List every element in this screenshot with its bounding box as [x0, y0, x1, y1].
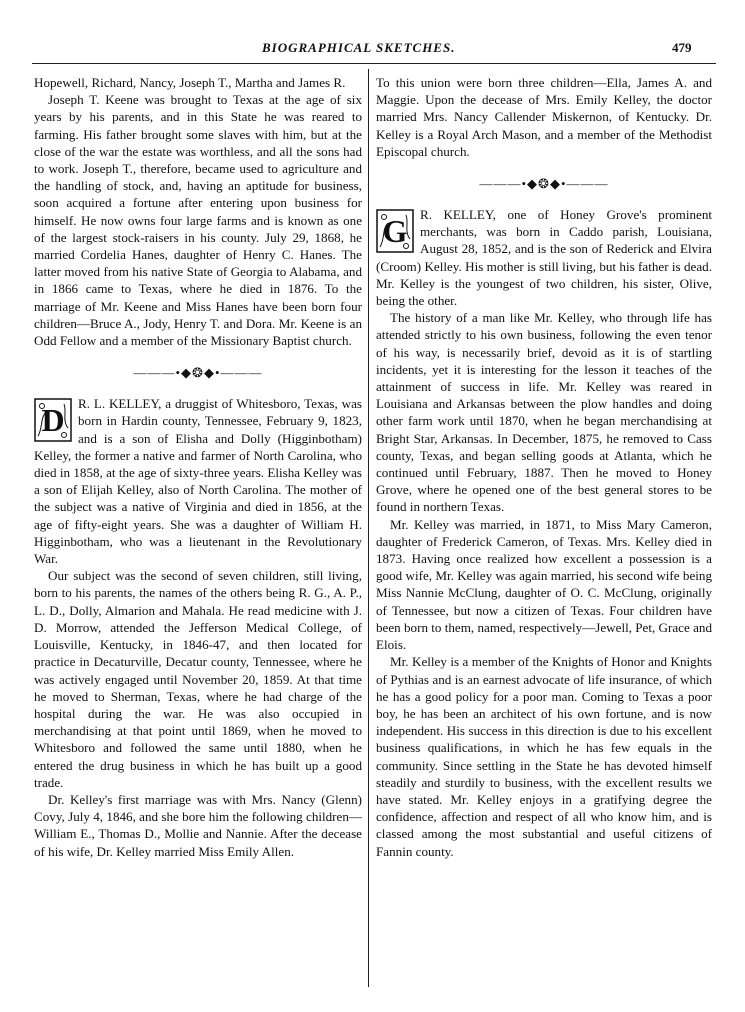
ornamental-initial-g — [376, 209, 414, 253]
section-divider-ornament: ———•◆❂◆•——— — [133, 365, 263, 381]
right-column — [376, 74, 712, 860]
kelley-g-r-paragraph-2: The history of a man like Mr. Kelley, who through life has attended strictly to his own business, following the even tenor of his way, is necessarily brief, devoid as it is of startling incidents, yet it is interesting for the lesson it teaches of the attainment of success in life. Mr. Kelley was reared in Louisiana and Arkansas between the plow handles and doing other farm work until 1870, when he began merchandising at Bright Star, Arkansas. In December, 1875, he removed to Cass county, Texas, and began selling goods at Atlanta, which he continued until February, 1887. Then he moved to Honey Grove, where he opened one of the best general stores to be found in northern Texas. — [376, 310, 712, 515]
kelley-r-l-paragraph-1 — [34, 395, 362, 567]
svg-text:D: D — [41, 402, 65, 439]
header-rule — [32, 63, 716, 64]
keene-biography-paragraph: Joseph T. Keene was brought to Texas at the age of six years by his parents, and in this State he was reared to farming. His father brought some slaves with him, but at the close of the war the estate was worthless, and all the sons had to work. Joseph T., therefore, became used to agriculture and the handling of stock, and, having an aptitude for business, soon acquired a fortune after entering upon business for himself. He now owns four large farms and is known as one of the largest stock-raisers in his county. July 29, 1868, he married Cordelia Hanes, daughter of Henry C. Hanes. The latter moved from his native State of Georgia to Alabama, and in 1866 came to Texas, where he died in 1876. To the marriage of Mr. Keene and Miss Hanes have been born four children—Bruce A., Jody, Henry T. and Dora. Mr. Keene is an Odd Fellow and a member of the Missionary Baptist church. — [34, 92, 362, 349]
kelley-r-l-paragraph-3: Dr. Kelley's first marriage was with Mrs. Nancy (Glenn) Covy, July 4, 1846, and she bore him the following children—William E., Thomas D., Mollie and Nannie. After the decease of his wife, Dr. Kelley married Miss Emily Allen. — [34, 791, 362, 859]
kelley-g-r-paragraph-4: Mr. Kelley is a member of the Knights of Honor and Knights of Pythias and is an earnest advocate of life insurance, of which he has a good policy for a poor man. Coming to Texas a poor boy, he has been an architect of his own fortune, and is now independent. His success in this direction is due to his excellent business qualifications, in which he has few equals in the community. Since settling in the State he has devoted himself steadily and sturdily to business, with the excellent results we have stated. Mr. Kelley enjoys in a gratifying degree the confidence, affection and respect of all who know him, and is classed among the most substantial and useful citizens of Fannin county. — [376, 654, 712, 859]
kelley-r-l-intro-text: a druggist of Whitesboro, Texas, was born in Hardin county, Tennessee, February 9, 1823, and is a son of Elisha and Dolly (Higginbotham) Kelley, the former a native and farmer of North Carolina, who died in 1858, at the age of sixty-three years. Elisha Kelley was a son of Elijah Kelley, also of North Carolina. The mother of the subject was a native of Virginia and died in 1856, at the age of fifty-eight years. She was a daughter of William H. Higginbotham, who was a lieutenant in the Revolutionary War. — [34, 396, 362, 567]
ornamental-initial-d — [34, 398, 72, 442]
kelley-g-r-intro-text: one of Honey Grove's prominent merchants, was born in Caddo parish, Louisiana, August 28, 1852, and is the son of Rederick and Elvira (Croom) Kelley. His mother is still living, but his father is dead. Mr. Kelley is the youngest of two children, his sister, Olive, being the other. — [376, 207, 712, 309]
keene-continuation-paragraph: Hopewell, Richard, Nancy, Joseph T., Martha and James R. — [34, 75, 346, 90]
running-title: BIOGRAPHICAL SKETCHES. — [262, 40, 456, 55]
column-divider-rule — [368, 69, 369, 987]
section-divider-ornament: ———•◆❂◆•——— — [479, 176, 609, 192]
kelley-r-l-paragraph-2: Our subject was the second of seven children, still living, born to his parents, the names of the others being R. G., A. P., L. D., Dolly, Almarion and Mahala. He read medicine with J. D. Morrow, attended the Jefferson Medical College, of Louisville, Kentucky, in 1846-47, and then located for practice in Decaturville, Decatur county, Tennessee, where he was actively engaged until November 20, 1859. At that time he moved to Sherman, Texas, where he had charge of the hospital during the war. He was also occupied in merchandising at that point until 1869, when he moved to Whitesboro and followed the same until 1880, when he entered the drug business in which he has built up a good trade. — [34, 568, 362, 790]
kelley-r-l-continuation-paragraph: To this union were born three children—Ella, James A. and Maggie. Upon the decease of Mrs. Emily Kelley, the doctor married Mrs. Nancy Callender Miskernon, of Kentucky. Dr. Kelley is a Royal Arch Mason, and a member of the Methodist Episcopal church. — [376, 75, 712, 159]
left-column — [34, 74, 362, 860]
svg-text:G: G — [382, 213, 408, 250]
kelley-g-r-heading: R. KELLEY, — [420, 207, 496, 223]
kelley-r-l-heading: R. L. KELLEY, — [78, 396, 162, 412]
kelley-g-r-paragraph-1 — [376, 206, 712, 309]
page-number: 479 — [672, 40, 692, 55]
kelley-g-r-paragraph-3: Mr. Kelley was married, in 1871, to Miss Mary Cameron, daughter of Frederick Cameron, of Texas. Mrs. Kelley died in 1873. Having once realized how excellent a possession is a good wife, Mr. Kelley was again married, his second wife being Miss Nannie McClung, daughter of O. C. McClung, originally of Tennessee, but now a citizen of Texas. Four children have been born to them, named, respectively—Jewell, Pet, Grace and Elois. — [376, 516, 712, 653]
